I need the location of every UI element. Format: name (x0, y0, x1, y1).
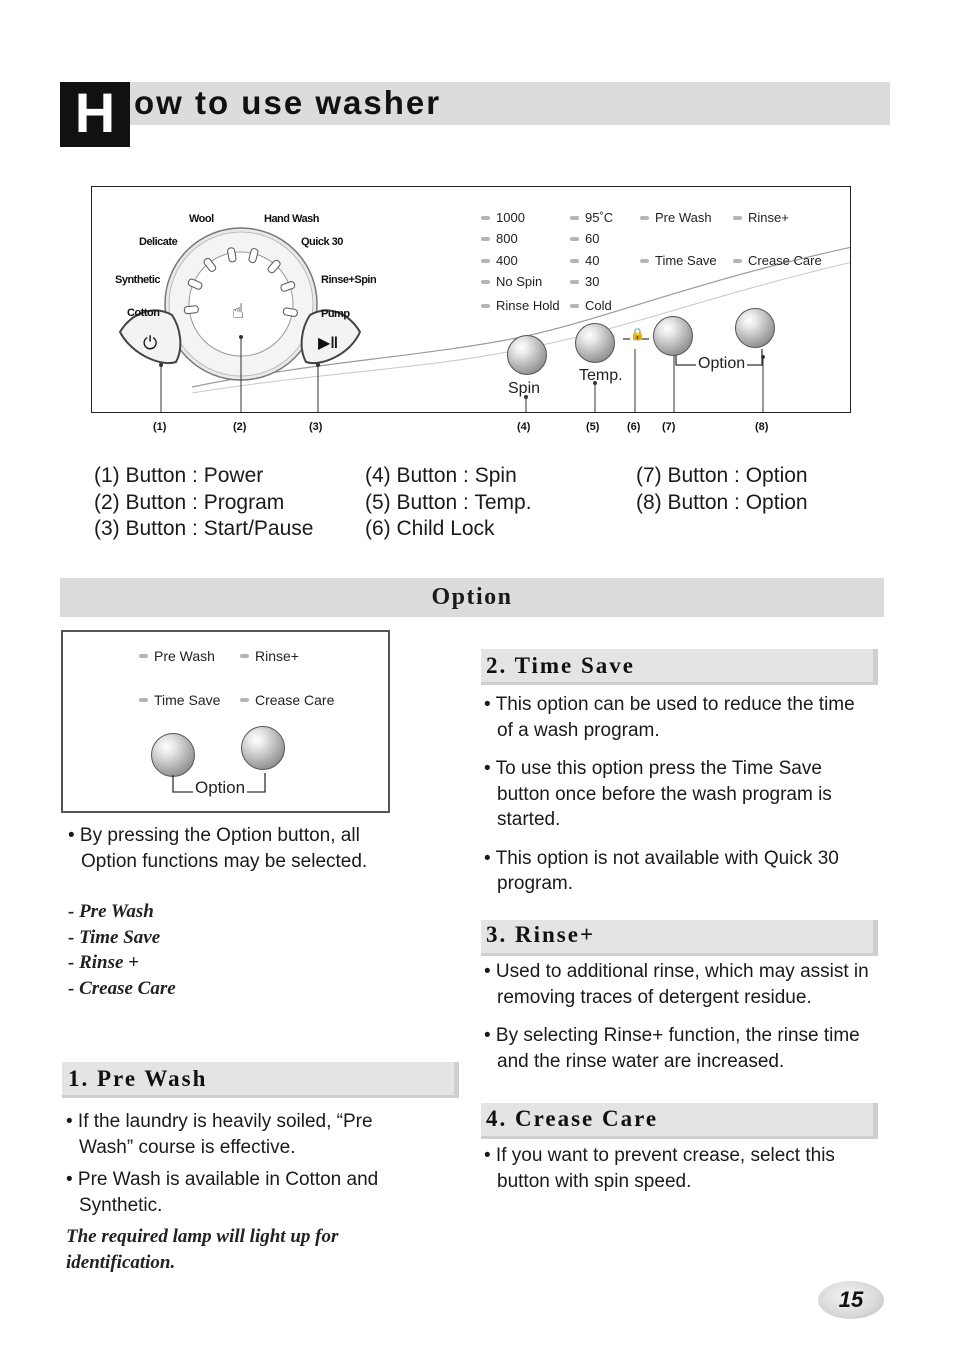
section-title: 1. Pre Wash (68, 1066, 208, 1091)
temp-indicator: 95˚C (570, 210, 613, 226)
program-label: Cotton (127, 307, 160, 319)
program-label: Rinse+Spin (321, 274, 377, 286)
option-intro: • By pressing the Option button, all Option functions may be selected. (68, 825, 368, 872)
page-number: 15 (818, 1281, 884, 1319)
temp-label: Temp. (579, 367, 623, 384)
legend-column (365, 463, 532, 543)
control-panel-diagram (91, 186, 851, 413)
legend-column (94, 463, 313, 543)
option-indicator: Rinse+ (240, 648, 299, 664)
temp-indicator: 40 (570, 253, 599, 269)
page-title: ow to use washer (134, 84, 442, 121)
time-save-bullets: • This option can be used to reduce the time of a wash program. • To use this option press the Time Save button once before the wash program is started. • This option is not available with Quick 30 program. (484, 694, 855, 894)
callout-number: (6) (627, 421, 641, 433)
program-label: Quick 30 (301, 236, 343, 248)
option-function-list (68, 899, 176, 1001)
spin-indicator: No Spin (481, 274, 542, 290)
legend-item: (7) Button : Option (636, 464, 808, 487)
legend-item: (4) Button : Spin (365, 464, 517, 487)
section-title: 2. Time Save (486, 653, 636, 678)
option-indicator: Time Save (640, 253, 717, 269)
program-label: Delicate (139, 236, 178, 248)
legend-item: (3) Button : Start/Pause (94, 517, 314, 540)
legend-column (636, 463, 808, 516)
callout-number: (2) (233, 421, 247, 433)
callout-number: (8) (755, 421, 769, 433)
spin-button[interactable] (507, 335, 547, 375)
legend-item: (1) Button : Power (94, 464, 264, 487)
callout-number: (3) (309, 421, 323, 433)
list-item: - Time Save (68, 926, 161, 948)
option-indicator: Time Save (139, 692, 220, 708)
spin-label: Spin (508, 380, 541, 397)
option-indicator: Crease Care (240, 692, 334, 708)
list-item: - Rinse + (68, 952, 139, 973)
list-item: - Pre Wash (68, 901, 154, 922)
option-button-7[interactable] (653, 316, 693, 356)
pre-wash-bullets: • If the laundry is heavily soiled, “Pre Wash” course is effective. • Pre Wash is available in Cotton and Synthetic. (66, 1111, 379, 1216)
option-label: Option (698, 355, 746, 372)
play-pause-icon[interactable]: ▶‖ (318, 335, 339, 352)
program-label: Wool (189, 213, 214, 225)
temp-indicator: 60 (570, 231, 599, 247)
option-label: Option (195, 778, 246, 797)
callout-number: (1) (153, 421, 167, 433)
spin-indicator: 1000 (481, 210, 525, 226)
rinse-plus-bullets: • Used to additional rinse, which may assist in removing traces of detergent residue. • By selecting Rinse+ function, the rinse time and the rinse water are increased. (484, 961, 869, 1072)
temp-indicator: Cold (570, 298, 612, 314)
temp-indicator: 30 (570, 274, 599, 290)
option-section-title: Option (431, 584, 513, 610)
crease-care-bullets: • If you want to prevent crease, select this button with spin speed. (484, 1145, 835, 1192)
spin-indicator: 800 (481, 231, 518, 247)
spin-indicator: Rinse Hold (481, 298, 560, 314)
section-title: 4. Crease Care (486, 1106, 659, 1131)
section-title: 3. Rinse+ (486, 922, 596, 947)
legend-item: (8) Button : Option (636, 490, 808, 514)
callout-number: (7) (662, 421, 676, 433)
temp-button[interactable] (575, 323, 615, 363)
callout-number: (5) (586, 421, 600, 433)
child-lock-icon: 🔒 (630, 327, 645, 341)
program-hand-icon[interactable]: ☝ (232, 301, 245, 323)
option-panel-diagram (61, 630, 390, 813)
option-indicator: Crease Care (733, 253, 822, 269)
title-initial-letter: H (60, 82, 130, 147)
legend-item: (2) Button : Program (94, 490, 285, 514)
option-indicator: Pre Wash (139, 648, 215, 664)
legend-item: (5) Button : Temp. (365, 490, 532, 514)
program-label: Pump (321, 308, 350, 320)
callout-number: (4) (517, 421, 531, 433)
legend-item: (6) Child Lock (365, 517, 495, 540)
power-icon[interactable]: ⏻ (143, 333, 158, 353)
option-indicator: Pre Wash (640, 210, 712, 226)
program-label: Hand Wash (264, 213, 319, 225)
program-label: Synthetic (115, 274, 161, 286)
option-indicator: Rinse+ (733, 210, 789, 226)
list-item: - Crease Care (68, 977, 176, 999)
pre-wash-note: The required lamp will light up for identification. (66, 1226, 339, 1273)
option-button-8[interactable] (735, 308, 775, 348)
spin-indicator: 400 (481, 253, 518, 269)
